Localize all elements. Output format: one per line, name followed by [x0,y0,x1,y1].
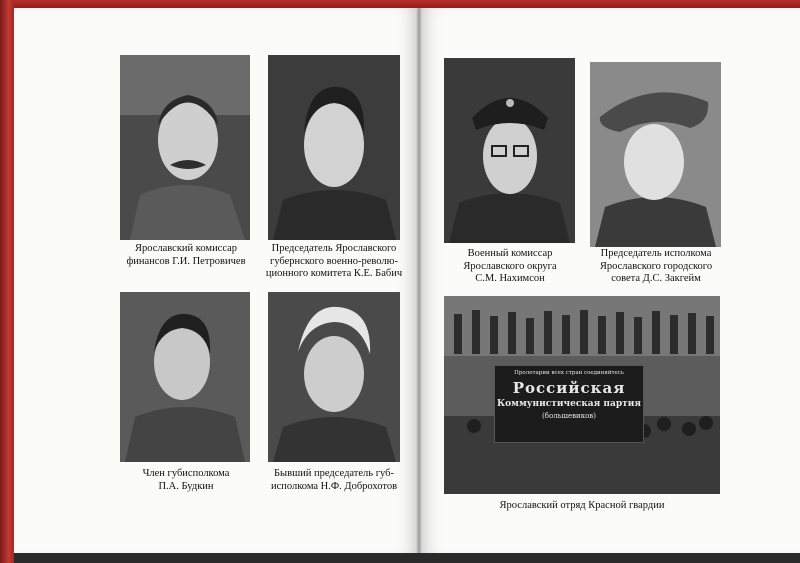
book-gutter [416,8,422,556]
portrait-babich [268,55,400,240]
caption-zakgeym: Председатель исполкома Ярославского городского совета Д.С. Закгейм [599,248,713,284]
banner [494,365,644,443]
portrait-petrovichev [120,55,250,240]
caption-budkin: Член губисполкома П.А. Будкин [142,468,230,492]
caption-petrovichev: Ярославский комиссар финансов Г.И. Петровичев [126,243,246,267]
portrait-nakhimson [444,58,575,243]
bottom-edge [14,553,800,563]
banner-line-1: Пролетарии всех стран соединяйтесь [514,370,624,376]
portrait-dobrokhotov [268,292,400,462]
cover-edge-top [0,0,800,8]
cover-edge-left [0,0,14,563]
caption-dobrokhotov: Бывший председатель губ- исполкома Н.Ф. Доброхотов [270,468,398,492]
caption-red-guard: Ярославский отряд Красной гвардии [499,500,665,511]
caption-nakhimson: Военный комиссар Ярославского округа С.М. Нахимсон [463,248,557,284]
caption-babich: Председатель Ярославского губернского военно-револю- ционного комитета К.Е. Бабич [265,243,403,279]
banner-line-3: Коммунистическая партия [496,399,642,409]
portrait-zakgeym [590,62,721,247]
portrait-budkin [120,292,250,462]
banner-line-4: (большевиков) [542,412,596,420]
banner-line-2: Российская [512,379,626,397]
